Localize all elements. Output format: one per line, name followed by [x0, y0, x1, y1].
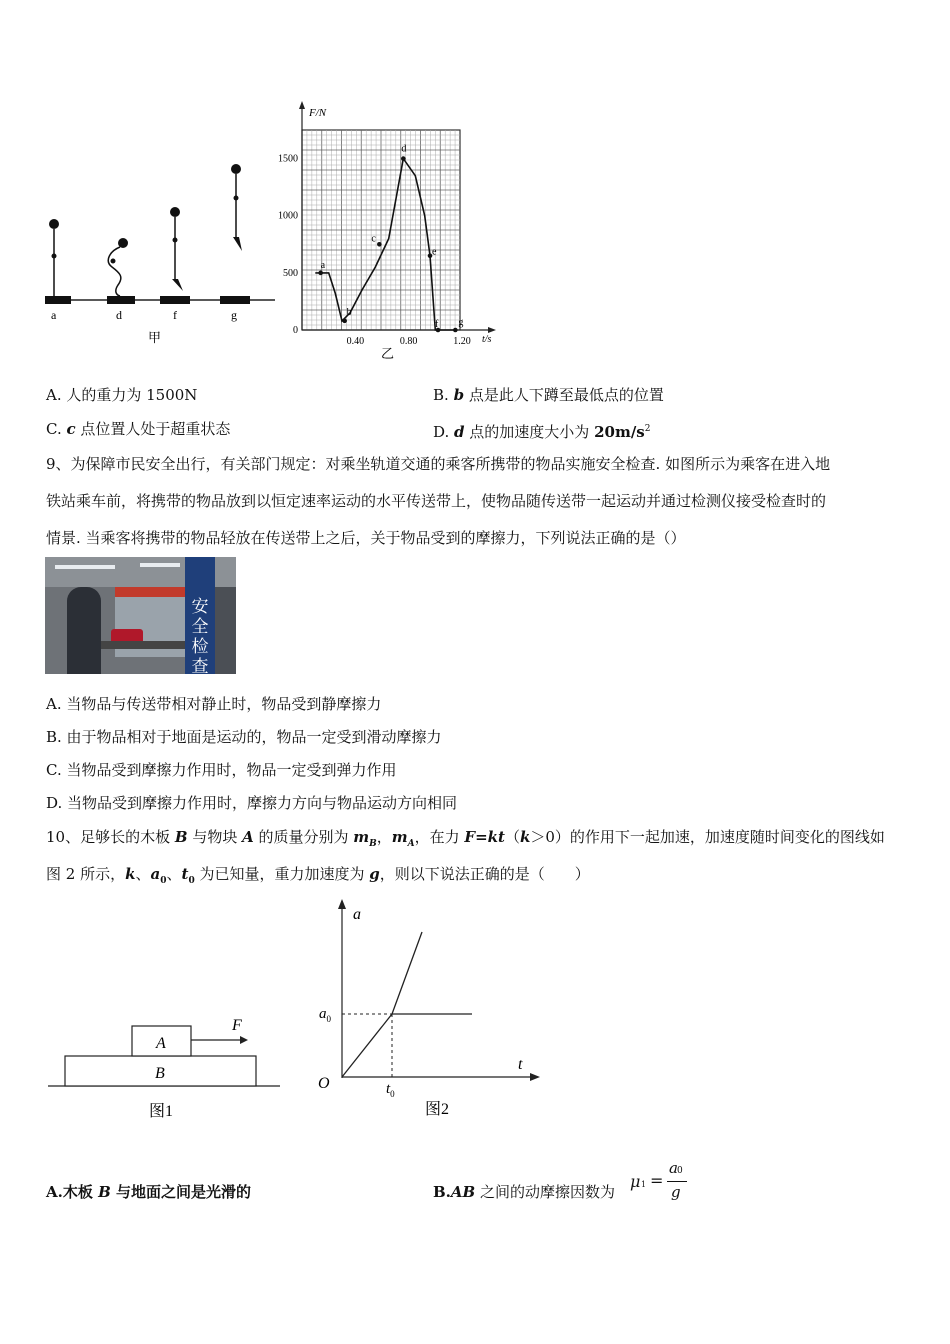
chart-grid	[302, 130, 460, 330]
label-force-f: F	[232, 1017, 242, 1034]
line-segment-a	[392, 932, 422, 1014]
q10-var-a: A	[242, 828, 254, 846]
label-g: g	[231, 308, 237, 322]
q8-option-d-prefix: D.	[433, 423, 455, 441]
y-tick-label: 500	[283, 267, 298, 279]
q8-option-d-value: 20m/s	[594, 423, 645, 441]
q9-option-d[interactable]: D. 当物品受到摩擦力作用时，摩擦力方向与物品运动方向相同	[46, 794, 458, 812]
t-axis-arrowhead	[530, 1073, 540, 1081]
point-label-c: c	[371, 233, 376, 245]
q10-text: ＞0）的作用下一起加速，加速度随时间变化的图线如	[530, 828, 885, 846]
a-axis-arrowhead	[338, 899, 346, 909]
caption-fig2: 图2	[425, 1101, 450, 1118]
axis-label-a: a	[353, 906, 361, 923]
q10-option-b-text: 之间的动摩擦因数为	[475, 1183, 616, 1201]
y-axis-label: F/N	[309, 107, 327, 119]
label-board-b: B	[155, 1065, 165, 1082]
q10-text: 与物块	[187, 828, 243, 846]
a0-label: $a_0$	[319, 1006, 331, 1024]
q10-text: ，	[376, 828, 392, 846]
person-g	[231, 164, 242, 251]
q8-option-b-var: b	[453, 386, 465, 404]
q10-var-mb: m	[353, 828, 370, 846]
q8-option-a[interactable]	[46, 385, 197, 405]
formula-mu-sub: 1	[641, 1180, 647, 1189]
q10-var-t0: t	[181, 865, 189, 883]
q10-text: ，则以下说法正确的是（ ）	[379, 865, 590, 883]
photo-light	[140, 563, 180, 567]
platform-f	[160, 296, 190, 304]
platform-d	[107, 296, 135, 304]
line-segment-common	[342, 1014, 392, 1077]
q9-stem-line2: 铁站乘车前，将携带的物品放到以恒定速率运动的水平传送带上，使物品随传送带一起运动并通过检测仪接受检查时的	[46, 492, 827, 510]
q10-text: 10、足够长的木板	[46, 828, 175, 846]
q10-stem-line2	[46, 864, 590, 891]
y-axis-arrowhead	[299, 101, 305, 109]
platform-g	[220, 296, 250, 304]
caption-yi: 乙	[381, 346, 395, 361]
data-point-c	[377, 242, 382, 247]
photo-machine-display	[115, 587, 185, 597]
q10-var-a0: a	[150, 865, 161, 883]
label-a: a	[51, 308, 57, 322]
q10-option-b-var: AB	[450, 1183, 476, 1201]
point-label-f: f	[435, 319, 439, 330]
q10-text: 为已知量，重力加速度为	[194, 865, 370, 883]
q9-stem-line3: 情景. 当乘客将携带的物品轻放在传送带上之后，关于物品受到的摩擦力，下列说法正确的是（）	[46, 529, 686, 547]
security-check-photo	[45, 557, 236, 674]
q10-var-b: B	[174, 828, 188, 846]
data-point-d	[401, 156, 406, 161]
caption-fig1: 图1	[149, 1103, 174, 1120]
point-label-d: d	[401, 143, 407, 155]
q10-stem-line1	[46, 827, 885, 854]
q8-option-d-text: 点的加速度大小为	[464, 423, 595, 441]
q10-option-b-formula	[628, 1158, 708, 1208]
photo-sign-text: 安全检查	[191, 597, 209, 674]
q8-option-d-var: d	[454, 423, 465, 441]
y-tick-label: 1500	[278, 153, 298, 165]
q8-option-c-prefix: C.	[46, 420, 67, 438]
photo-light	[55, 565, 115, 569]
formula-equals: =	[650, 1171, 664, 1190]
q10-text: 、	[135, 865, 151, 883]
q8-option-c[interactable]	[46, 419, 230, 439]
x-axis-label: t/s	[482, 334, 492, 345]
q10-var-f: F=kt	[464, 828, 505, 846]
q10-text: 的质量分别为	[253, 828, 354, 846]
q10-sub: 0	[188, 876, 195, 886]
q10-option-b-prefix: B.	[433, 1183, 451, 1201]
point-label-a: a	[320, 259, 326, 271]
q10-var-k: k	[125, 865, 136, 883]
x-tick-label: 1.20	[453, 336, 471, 347]
q9-stem-line1: 9、为保障市民安全出行，有关部门规定：对乘坐轨道交通的乘客所携带的物品实施安全检查. 如图所示为乘客在进入地	[46, 455, 831, 473]
x-tick-label: 0.80	[399, 336, 418, 347]
x-tick-label: 0.40	[346, 336, 365, 347]
q10-option-a-prefix: A.木板	[46, 1183, 99, 1201]
person-f	[170, 207, 183, 291]
point-label-e: e	[432, 246, 437, 258]
q9-option-c[interactable]: C. 当物品受到摩擦力作用时，物品一定受到弹力作用	[46, 761, 397, 779]
formula-numerator: a	[669, 1159, 678, 1177]
q10-var-ma: m	[391, 828, 408, 846]
q10-option-a-text: 与地面之间是光滑的	[110, 1183, 252, 1201]
figure-yi-chart	[270, 100, 510, 365]
data-point-b	[342, 319, 347, 324]
label-d: d	[116, 308, 122, 322]
caption-jia: 甲	[148, 330, 162, 345]
photo-background-person	[215, 587, 236, 674]
platform-a	[45, 296, 71, 304]
q10-option-a[interactable]	[46, 1182, 251, 1202]
q9-option-b[interactable]: B. 由于物品相对于地面是运动的，物品一定受到滑动摩擦力	[46, 728, 442, 746]
q8-option-c-text: 点位置人处于超重状态	[75, 420, 231, 438]
q8-option-c-var: c	[66, 420, 76, 438]
q10-var-k: k	[519, 828, 531, 846]
q10-sub: B	[369, 839, 377, 849]
axis-label-t: t	[518, 1056, 523, 1073]
person-a	[49, 219, 59, 296]
y-tick-label: 0	[293, 325, 298, 336]
q10-text: 图 2 所示，	[46, 865, 126, 883]
q10-option-a-var: B	[98, 1183, 111, 1201]
label-f: f	[173, 308, 177, 322]
q8-option-b-prefix: B.	[433, 386, 454, 404]
point-label-b: b	[346, 306, 352, 318]
point-label-g: g	[458, 317, 464, 328]
q10-text: 、	[166, 865, 182, 883]
q10-text: （	[504, 828, 520, 846]
figure-1-blocks	[45, 1010, 285, 1125]
figure-jia	[40, 155, 280, 355]
formula-mu: μ	[630, 1172, 641, 1191]
formula-numerator-sub: 0	[677, 1166, 683, 1176]
q8-option-a-text: A. 人的重力为 1500N	[46, 386, 198, 404]
force-arrowhead	[240, 1036, 248, 1044]
q8-option-d-sup: 2	[644, 424, 651, 434]
q9-option-a[interactable]: A. 当物品与传送带相对静止时，物品受到静摩擦力	[46, 695, 382, 713]
origin-label: O	[318, 1075, 330, 1092]
data-point-a	[318, 271, 323, 276]
q10-option-b[interactable]	[433, 1182, 615, 1202]
formula-denominator: g	[671, 1183, 681, 1201]
q10-sub: 0	[160, 876, 167, 886]
q8-option-b-text: 点是此人下蹲至最低点的位置	[464, 386, 664, 404]
figure-2-graph	[310, 895, 550, 1125]
q8-option-b[interactable]	[433, 385, 664, 405]
formula-fraction-bar	[667, 1181, 687, 1182]
q8-option-d[interactable]	[433, 419, 650, 442]
x-axis-arrowhead	[488, 327, 496, 333]
t0-label: $t_0$	[386, 1081, 395, 1099]
data-point-g	[453, 328, 458, 333]
label-block-a: A	[156, 1035, 166, 1052]
q10-sub: A	[407, 839, 415, 849]
y-tick-label: 1000	[278, 210, 298, 222]
q10-text: ，在力	[414, 828, 465, 846]
photo-person	[67, 587, 101, 674]
q10-var-g: g	[369, 865, 380, 883]
person-d	[108, 238, 128, 296]
